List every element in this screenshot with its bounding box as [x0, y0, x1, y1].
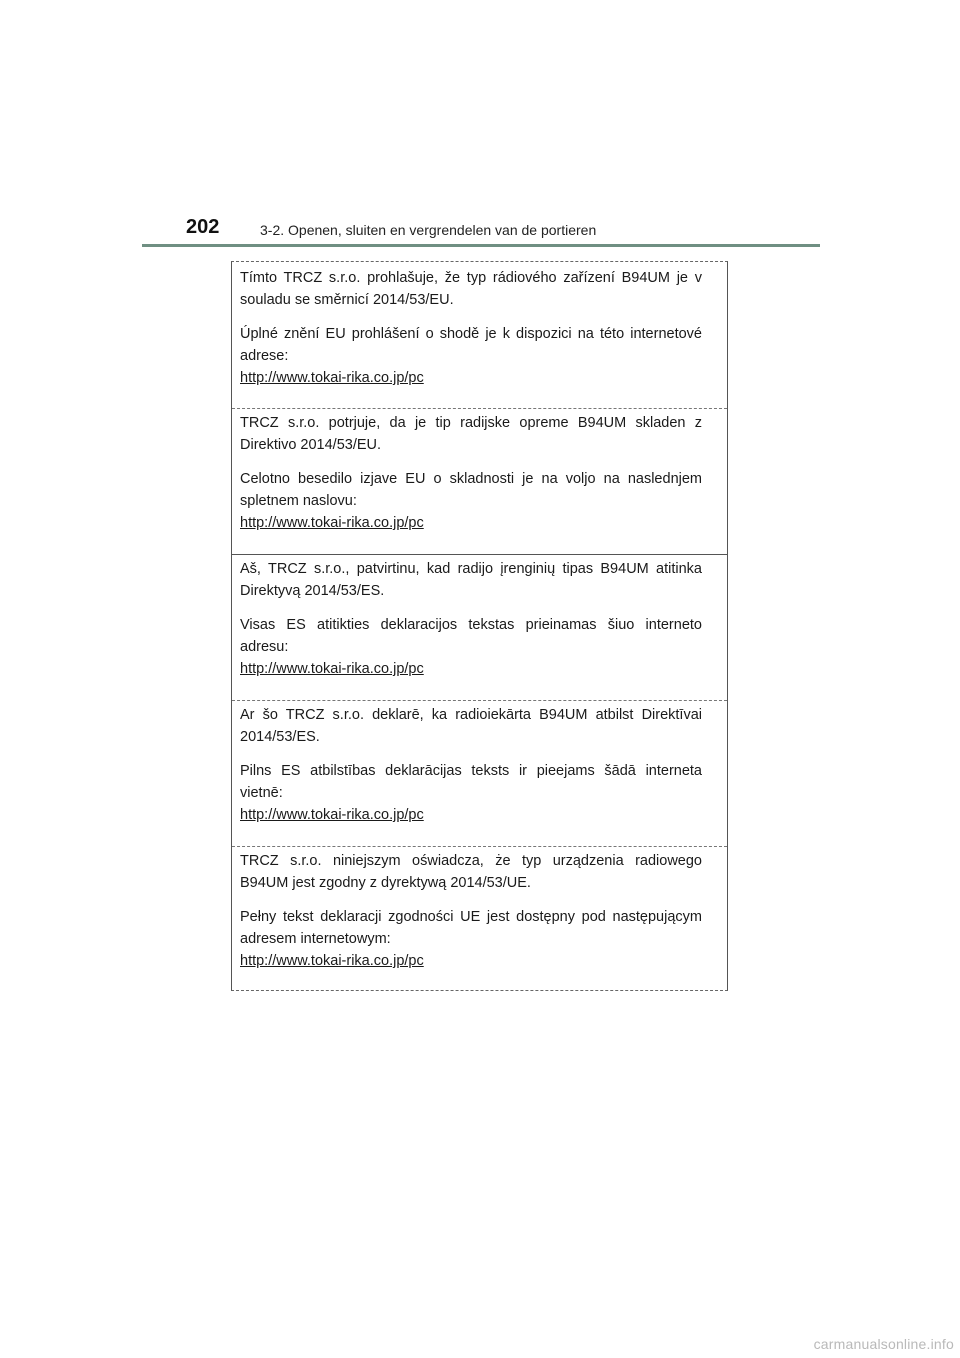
block-divider: [232, 700, 727, 701]
page-number: 202: [186, 216, 220, 238]
section-title: 3-2. Openen, sluiten en vergrendelen van de portieren: [260, 222, 597, 238]
declaration-lithuanian: [240, 558, 702, 680]
block-divider: [232, 554, 727, 555]
declaration-availability: Pełny tekst deklaracji zgodności UE jest dostępny pod następującym adresem internetowym:: [240, 909, 702, 947]
declaration-link[interactable]: http://www.tokai-rika.co.jp/pc: [240, 370, 424, 386]
declaration-availability: Celotno besedilo izjave EU o skladnosti je na voljo na naslednjem spletnem naslovu:: [240, 471, 702, 509]
declaration-link[interactable]: http://www.tokai-rika.co.jp/pc: [240, 953, 424, 969]
declarations-box: [231, 261, 728, 991]
declaration-statement: Aš, TRCZ s.r.o., patvirtinu, kad radijo įrenginių tipas B94UM atitinka Direktyvą 2014/53/ES.: [240, 561, 702, 599]
declaration-link[interactable]: http://www.tokai-rika.co.jp/pc: [240, 661, 424, 677]
declaration-statement: Tímto TRCZ s.r.o. prohlašuje, že typ rádiového zařízení B94UM je v souladu se směrnicí 2014/53/EU.: [240, 270, 702, 308]
block-divider: [232, 408, 727, 409]
declaration-statement: Ar šo TRCZ s.r.o. deklarē, ka radioiekārta B94UM atbilst Direktīvai 2014/53/ES.: [240, 707, 702, 745]
header-rule: [142, 244, 820, 247]
declaration-polish: [240, 850, 702, 972]
page-header: [142, 212, 820, 248]
declaration-latvian: [240, 704, 702, 826]
declaration-availability: Pilns ES atbilstības deklarācijas teksts ir pieejams šādā interneta vietnē:: [240, 763, 702, 801]
declaration-link[interactable]: http://www.tokai-rika.co.jp/pc: [240, 807, 424, 823]
watermark: carmanualsonline.info: [813, 1336, 954, 1352]
declaration-availability: Visas ES atitikties deklaracijos tekstas prieinamas šiuo interneto adresu:: [240, 617, 702, 655]
block-divider: [232, 846, 727, 847]
declaration-czech: [240, 267, 702, 389]
declaration-statement: TRCZ s.r.o. potrjuje, da je tip radijske opreme B94UM skladen z Direktivo 2014/53/EU.: [240, 415, 702, 453]
declaration-link[interactable]: http://www.tokai-rika.co.jp/pc: [240, 515, 424, 531]
declaration-slovenian: [240, 412, 702, 534]
declaration-statement: TRCZ s.r.o. niniejszym oświadcza, że typ urządzenia radiowego B94UM jest zgodny z dyrektywą 2014/53/UE.: [240, 853, 702, 891]
declaration-availability: Úplné znění EU prohlášení o shodě je k dispozici na této internetové adrese:: [240, 326, 702, 364]
